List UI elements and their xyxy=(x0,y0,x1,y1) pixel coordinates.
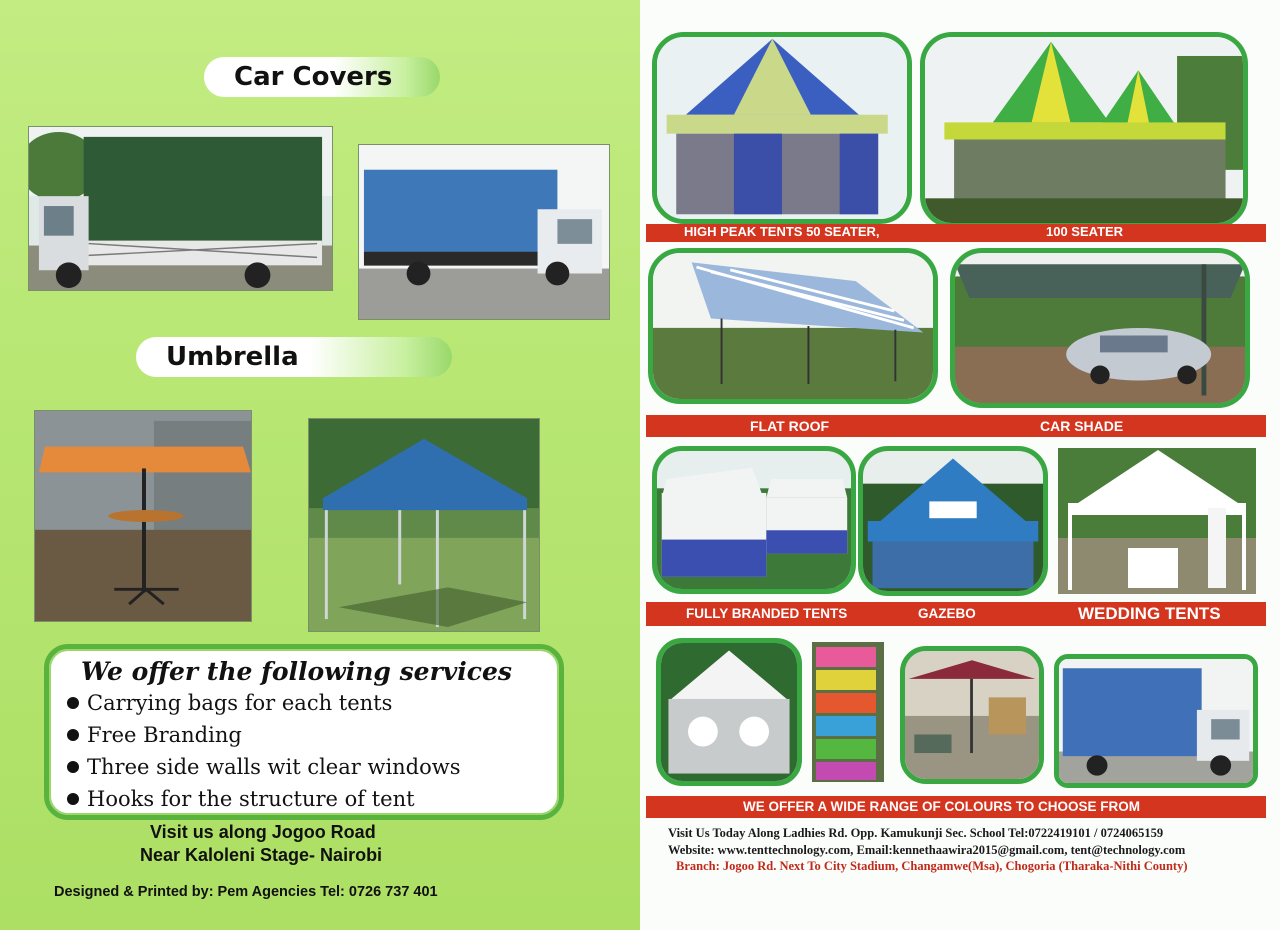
patio-umbrella-photo xyxy=(900,646,1044,784)
service-item-label: Carrying bags for each tents xyxy=(87,691,393,715)
branded-tents-photo xyxy=(652,446,856,594)
service-item-label: Free Branding xyxy=(87,723,242,747)
service-item xyxy=(67,751,541,783)
contact-line-1: Visit Us Today Along Ladhies Rd. Opp. Kamukunji Sec. School Tel:0722419101 / 0724065159 xyxy=(668,826,1164,840)
right-page xyxy=(640,0,1280,930)
wedding-tent-photo xyxy=(1058,448,1256,594)
blue-gazebo-photo xyxy=(308,418,540,632)
car-covers-heading: Car Covers xyxy=(204,57,440,97)
service-item-label: Hooks for the structure of tent xyxy=(87,787,415,811)
bullet-icon xyxy=(67,697,79,709)
designed-by: Designed & Printed by: Pem Agencies Tel: 0726 737 401 xyxy=(54,884,438,900)
services-title: We offer the following services xyxy=(81,657,512,686)
visit-line-2: Near Kaloleni Stage- Nairobi xyxy=(140,845,383,865)
services-box xyxy=(44,644,564,820)
bullet-icon xyxy=(67,793,79,805)
plastic-chairs-photo xyxy=(812,642,884,782)
contact-branch-line: Branch: Jogoo Rd. Next To City Stadium, Changamwe(Msa), Chogoria (Tharaka-Nithi County) xyxy=(676,859,1188,873)
green-truck-cover-photo xyxy=(28,126,333,291)
flat-roof-tent-photo xyxy=(648,248,938,404)
service-item xyxy=(67,687,541,719)
bullet-icon xyxy=(67,729,79,741)
blue-truck-cover-photo xyxy=(358,144,610,320)
label-wedding-tents: WEDDING TENTS xyxy=(1078,604,1221,623)
car-shade-photo xyxy=(950,248,1250,408)
label-gazebo: GAZEBO xyxy=(918,606,976,621)
label-branded-tents: FULLY BRANDED TENTS xyxy=(686,606,848,621)
orange-umbrella-photo xyxy=(34,410,252,622)
label-flat-roof: FLAT ROOF xyxy=(750,418,830,434)
high-peak-tent-100-photo xyxy=(920,32,1248,228)
high-peak-tent-50-photo xyxy=(652,32,912,224)
row2-banner xyxy=(646,415,1266,437)
pagoda-tent-photo xyxy=(656,638,802,786)
service-item xyxy=(67,719,541,751)
bullet-icon xyxy=(67,761,79,773)
blue-truck-photo xyxy=(1054,654,1258,788)
label-100-seater: 100 SEATER xyxy=(1046,224,1124,239)
service-item-label: Three side walls wit clear windows xyxy=(87,755,461,779)
service-item xyxy=(67,783,541,815)
label-car-shade: CAR SHADE xyxy=(1040,418,1124,434)
label-high-peak-50: HIGH PEAK TENTS 50 SEATER, xyxy=(684,224,880,239)
row3-banner xyxy=(646,602,1266,626)
visit-line-1: Visit us along Jogoo Road xyxy=(150,822,376,842)
colours-banner xyxy=(646,796,1266,818)
umbrella-heading: Umbrella xyxy=(136,337,452,377)
colours-banner-text: WE OFFER A WIDE RANGE OF COLOURS TO CHOOSE FROM xyxy=(743,799,1140,814)
contact-line-2: Website: www.tenttechnology.com, Email:kennethaawira2015@gmail.com, tent@technology.com xyxy=(668,843,1186,857)
row1-banner xyxy=(646,224,1266,242)
gazebo-photo xyxy=(858,446,1048,596)
